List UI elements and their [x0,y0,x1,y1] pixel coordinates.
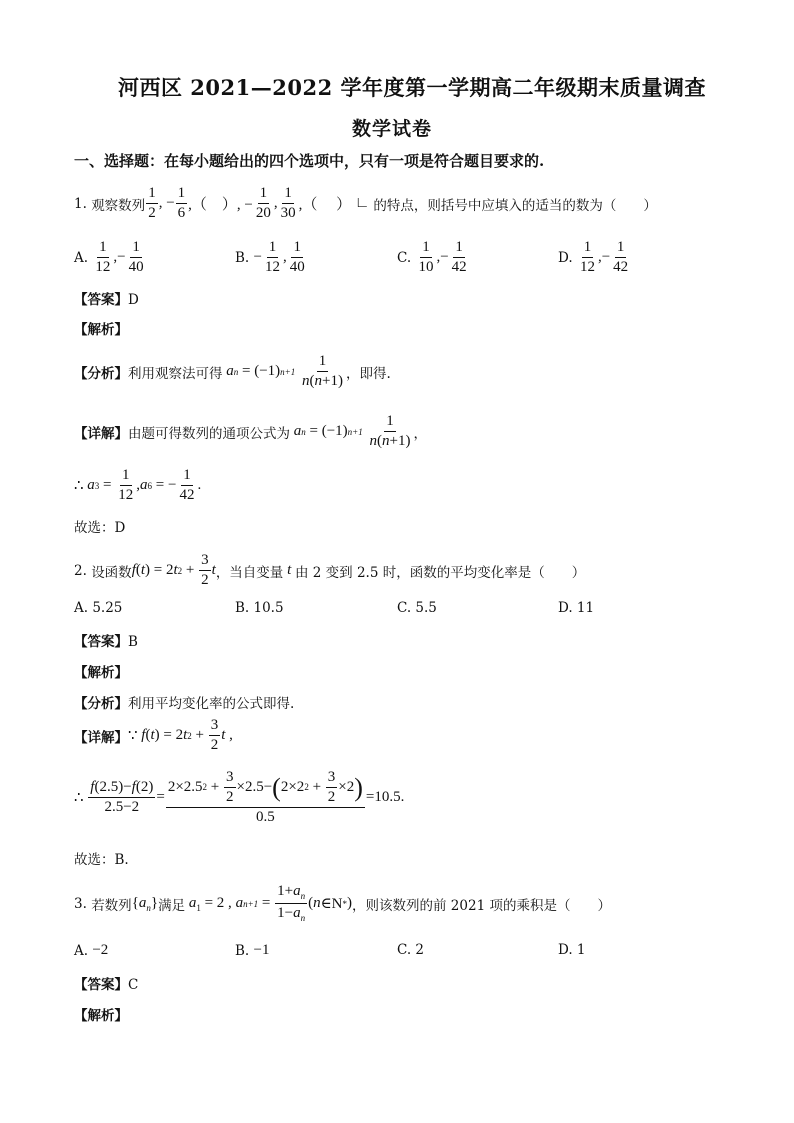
page-title: 河西区 2021—2022 学年度第一学期高二年级期末质量调查 [118,75,707,100]
option-a: A. $\frac{1}{12}$ ,− $\frac{1}{40}$ [74,239,144,275]
question-2: 2. 设函数 f ( t ) = 2 t 2 + $\frac{3}{2}$ t ，当自变量 t 由 2 变到 2.5 时，函数的平均变化率是（ ） [74,552,586,588]
question-3: 3. 若数列 $\{a_n\}$ 满足 $a_1 = 2$ , a n+1 = $\frac{1+a_n}{1-a_n}$ ( n ∈N * ) ，则该数列的前 2021 项的乘积是（ ） [74,883,611,923]
analysis-title: 【解析】 [74,665,128,681]
analysis-xiangjie: 【详解】 ∵ f ( t ) = 2 t 2 + $\frac{3}{2}$ t , [74,717,233,753]
option-d: D. 11 [558,600,595,616]
derivation-line: ∴ $\frac{f(2.5)-f(2)}{2.5-2}$ = 2×2.5 2 + $\frac{3}{2}$ ×2.5− ( 2×2 2 + $\frac{3}{2}$ ×2 ) 0.5 =10.5. [74,769,405,825]
analysis-title: 【解析】 [74,1008,128,1024]
question-number: 1. [74,195,87,212]
option-c: C. $\frac{1}{10}$ ,− $\frac{1}{42}$ [397,239,467,275]
question-1 [74,186,657,221]
option-a: A. 5.25 [74,600,123,616]
page-subtitle: 数学试卷 [352,118,433,140]
option-b: B. −1 [235,942,270,959]
question-text: 观察数列 [91,197,146,214]
option-c: C. 5.5 [397,600,437,616]
derivation-line: ∴ a 3 = $\frac{1}{12}$ , a 6 = − $\frac{1}{42}$ . [74,467,202,503]
option-b: B. 10.5 [235,600,284,616]
option-c: C. 2 [397,942,425,958]
option-b: B. − $\frac{1}{12}$ , $\frac{1}{40}$ [235,239,305,275]
analysis-fenxi: 【分析】 利用观察法可得 a n = (−1) n+1 $\frac{1}{n(n+1)}$ ，即得. [74,353,391,389]
analysis-title: 【解析】 [74,322,128,338]
answer-line: 【答案】D [74,292,139,308]
conclusion: 故选：D [74,520,126,536]
question-text-tail: 的特点，则括号中应填入的适当的数为（ ） [373,197,657,214]
answer-line: 【答案】B [74,634,138,650]
sequence-formula: $\frac{1}{2}$ , − $\frac{1}{6}$ ,（ ）, − $\frac{1}{20}$ , $\frac{1}{30}$ ,（ ） ∟ [148,185,370,221]
option-a: A. −2 [74,942,109,959]
conclusion: 故选：B. [74,852,129,868]
answer-line: 【答案】C [74,977,139,993]
option-d: D. 1 [558,942,586,958]
analysis-fenxi: 【分析】利用平均变化率的公式即得. [74,696,295,712]
analysis-xiangjie: 【详解】 由题可得数列的通项公式为 a n = (−1) n+1 $\frac{1}{n(n+1)}$ ， [74,413,427,449]
option-d: D. $\frac{1}{12}$ ,− $\frac{1}{42}$ [558,239,629,275]
section-heading: 一、选择题：在每小题给出的四个选项中，只有一项是符合题目要求的. [74,152,545,170]
